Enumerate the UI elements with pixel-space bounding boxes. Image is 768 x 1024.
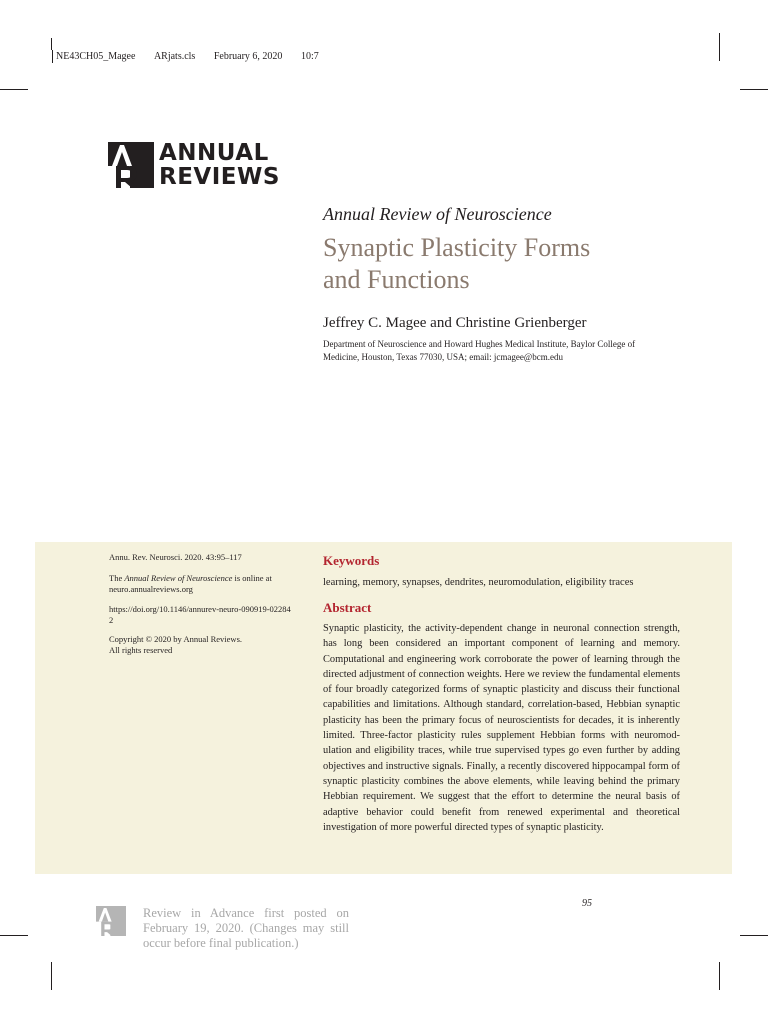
crop-mark: [719, 33, 720, 61]
logo-line-reviews: REVIEWS: [159, 164, 280, 190]
article-title: [323, 232, 683, 296]
affiliation: Department of Neuroscience and Howard Hughes Medical Institute, Baylor College of Medicine, Houston, Texas 77030, USA; email: jcmagee@bcm.edu: [323, 339, 636, 362]
keywords-heading: Keywords: [323, 553, 380, 568]
logo-wordmark: [159, 141, 280, 189]
crop-mark: [0, 89, 28, 90]
abstract-text: Synaptic plasticity, the activity-dependent change in neuronal connection strength, has long been considered an important component of learning and memory. Computational and engineering work corroborate the power of learning through the directed adjustment of connection weights. Here we review the fundamental elements of four broadly categorized forms of synaptic plasticity and discuss their functional capabilities and limitations. Although standard, correlation-based, Hebbian synaptic plasticity has been the primary focus of neuroscientists for decades, it is inherently limited. Three-factor plasticity rules supplement Hebbian forms with neuromodulation and eligibility traces, while true supervised types go even further by adding objectives and instructive signals. Finally, a recently discovered hippocampal form of synaptic plasticity combines the above elements, while leaving behind the primary Hebbian requirement. We suggest that the effort to determine the neural basis of adaptive behavior could benefit from renewed experimental and theoretical investigation of more powerful directed types of synaptic plasticity.: [323, 623, 680, 833]
logo-line-annual: ANNUAL: [159, 140, 269, 166]
review-in-advance-note: Review in Advance first posted on February 19, 2020. (Changes may still occur before final publication.): [143, 906, 349, 950]
authors: Jeffrey C. Magee and Christine Grienberger: [323, 315, 587, 331]
page-number: 95: [582, 898, 592, 909]
copyright-block: [109, 634, 294, 656]
citation: Annu. Rev. Neurosci. 2020. 43:95–117: [109, 552, 242, 562]
crop-mark: [51, 38, 52, 50]
title-line-1: Synaptic Plasticity Forms: [323, 233, 591, 262]
crop-mark: [0, 935, 28, 936]
crop-mark: [740, 935, 768, 936]
title-line-2: and Functions: [323, 265, 470, 294]
keywords-list: learning, memory, synapses, dendrites, neuromodulation, eligibility traces: [323, 577, 634, 588]
crop-mark: [719, 962, 720, 990]
doi-link[interactable]: https://doi.org/10.1146/annurev-neuro-090919-022842: [109, 604, 291, 625]
page-slug: [52, 50, 335, 63]
online-suffix: is online at neuro.annualreviews.org: [109, 573, 272, 594]
rights: All rights reserved: [109, 645, 173, 655]
crop-mark: [740, 89, 768, 90]
slug-time: 10:7: [300, 51, 319, 62]
online-journal: Annual Review of Neuroscience: [124, 573, 233, 583]
journal-name: Annual Review of Neuroscience: [323, 204, 552, 224]
annual-reviews-logo-icon: [108, 142, 154, 188]
crop-mark: [51, 962, 52, 990]
copyright: Copyright © 2020 by Annual Reviews.: [109, 634, 243, 644]
abstract-heading: Abstract: [323, 600, 372, 615]
slug-class-file: ARjats.cls: [153, 51, 196, 62]
online-prefix: The: [109, 573, 125, 583]
slug-code: NE43CH05_Magee: [56, 51, 136, 62]
annual-reviews-gray-logo-icon: [96, 906, 126, 936]
online-notice: [109, 573, 294, 595]
slug-date: February 6, 2020: [213, 51, 283, 62]
